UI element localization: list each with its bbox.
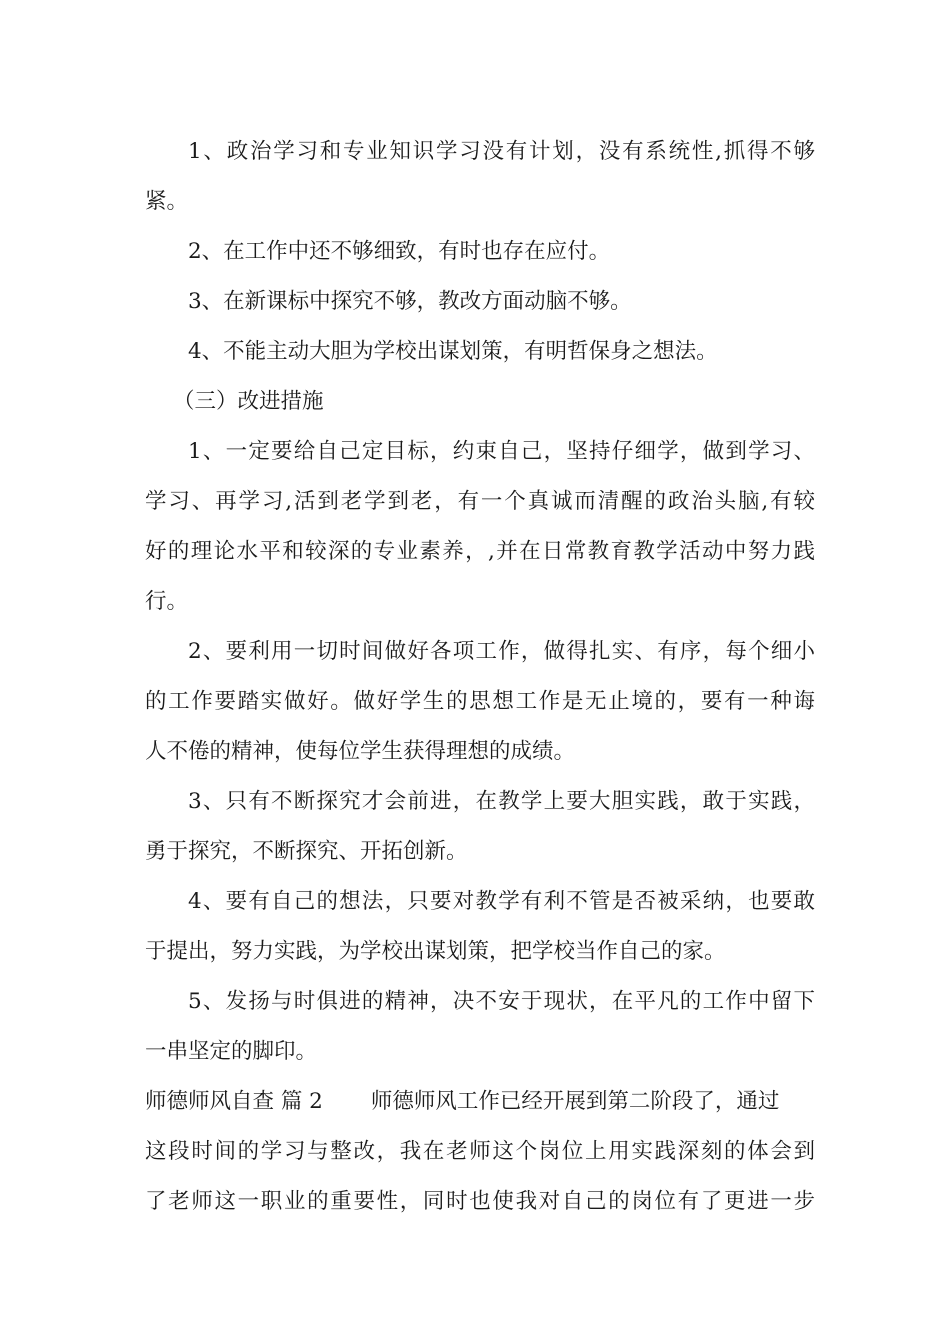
paragraph-line: 于提出，努力实践，为学校出谋划策，把学校当作自己的家。 bbox=[145, 939, 726, 964]
paragraph-line: 4、不能主动大胆为学校出谋划策，有明哲保身之想法。 bbox=[188, 339, 718, 364]
paragraph-line: 的工作要踏实做好。做好学生的思想工作是无止境的，要有一种诲 bbox=[145, 689, 815, 714]
paragraph-line: 1、政治学习和专业知识学习没有计划，没有系统性,抓得不够 bbox=[188, 139, 815, 164]
paragraph-line: 2、要利用一切时间做好各项工作，做得扎实、有序，每个细小 bbox=[188, 639, 815, 664]
section2-first-line bbox=[145, 1088, 815, 1116]
paragraph-line: 1、一定要给自己定目标，约束自己，坚持仔细学，做到学习、 bbox=[188, 439, 815, 464]
section2-heading: 师德师风自查 篇 2 bbox=[145, 1089, 323, 1114]
paragraph-line: 紧。 bbox=[145, 189, 189, 214]
paragraph-line: 行。 bbox=[145, 589, 189, 614]
paragraph-line: 2、在工作中还不够细致，有时也存在应付。 bbox=[188, 239, 611, 264]
paragraph-line: 一串坚定的脚印。 bbox=[145, 1039, 318, 1064]
paragraph-line: 这段时间的学习与整改，我在老师这个岗位上用实践深刻的体会到 bbox=[145, 1139, 815, 1164]
paragraph-line: 3、在新课标中探究不够，教改方面动脑不够。 bbox=[188, 289, 632, 314]
paragraph-line: 人不倦的精神，使每位学生获得理想的成绩。 bbox=[145, 739, 576, 764]
paragraph-line: 4、要有自己的想法，只要对教学有利不管是否被采纳，也要敢 bbox=[188, 889, 815, 914]
paragraph-line: 了老师这一职业的重要性，同时也使我对自己的岗位有了更进一步 bbox=[145, 1189, 815, 1214]
paragraph-line: 学习、再学习,活到老学到老，有一个真诚而清醒的政治头脑,有较 bbox=[145, 489, 815, 514]
paragraph-line: 3、只有不断探究才会前进，在教学上要大胆实践，敢于实践， bbox=[188, 789, 815, 814]
paragraph-text: 师德师风工作已经开展到第二阶段了，通过 bbox=[370, 1089, 780, 1114]
paragraph-line: 勇于探究，不断探究、开拓创新。 bbox=[145, 839, 468, 864]
paragraph-line: 好的理论水平和较深的专业素养，,并在日常教育教学活动中努力践 bbox=[145, 539, 815, 564]
section-heading: （三）改进措施 bbox=[173, 389, 324, 414]
paragraph-line: 5、发扬与时俱进的精神，决不安于现状，在平凡的工作中留下 bbox=[188, 989, 815, 1014]
